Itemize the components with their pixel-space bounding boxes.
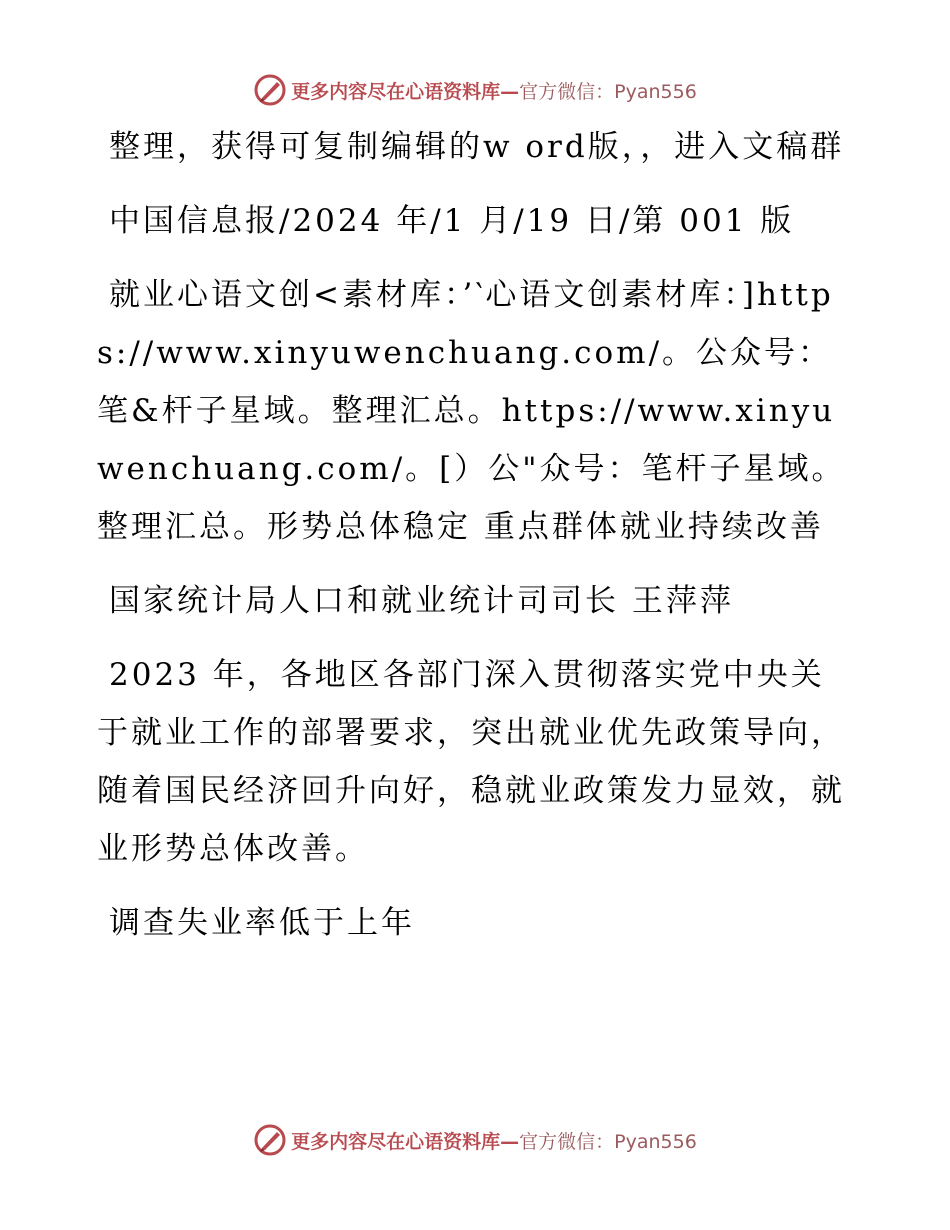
- paragraph-title: 就业心语文创<素材库：’‵心语文创素材库：]https://www.xinyuwenchuang.com/。公众号：笔&杆子星域。整理汇总。https://www.xinyuwenchuang.com/。[）公"众号：笔杆子星域。整理汇总。形势总体稳定 重点群体就业持续改善: [97, 277, 846, 545]
- paragraph-source: 中国信息报/2024 年/1 月/19 日/第 001 版: [109, 203, 795, 239]
- paragraph-subheading: 调查失业率低于上年: [109, 905, 415, 941]
- paragraph-intro: 整理，获得可复制编辑的w ord版，，进入文稿群: [109, 129, 845, 165]
- quill-pen-logo-icon: [253, 1123, 287, 1157]
- footer-watermark: [0, 1120, 950, 1160]
- watermark-wechat-text: 官方微信：Pyan556: [519, 80, 697, 103]
- watermark-site-text: 更多内容尽在心语资料库: [291, 1130, 501, 1153]
- watermark-separator: —: [500, 80, 520, 103]
- watermark-wechat-text: 官方微信：Pyan556: [519, 1130, 697, 1153]
- watermark-site-text: 更多内容尽在心语资料库: [291, 80, 501, 103]
- header-watermark: [0, 70, 950, 110]
- watermark-text: [291, 1127, 697, 1154]
- watermark-separator: —: [500, 1130, 520, 1153]
- quill-pen-logo-icon: [253, 73, 287, 107]
- document-body: [97, 118, 857, 968]
- paragraph-body: 2023 年，各地区各部门深入贯彻落实党中央关于就业工作的部署要求，突出就业优先政策导向，随着国民经济回升向好，稳就业政策发力显效，就业形势总体改善。: [97, 657, 845, 867]
- paragraph-author: 国家统计局人口和就业统计司司长 王萍萍: [109, 583, 734, 619]
- watermark-text: [291, 77, 697, 104]
